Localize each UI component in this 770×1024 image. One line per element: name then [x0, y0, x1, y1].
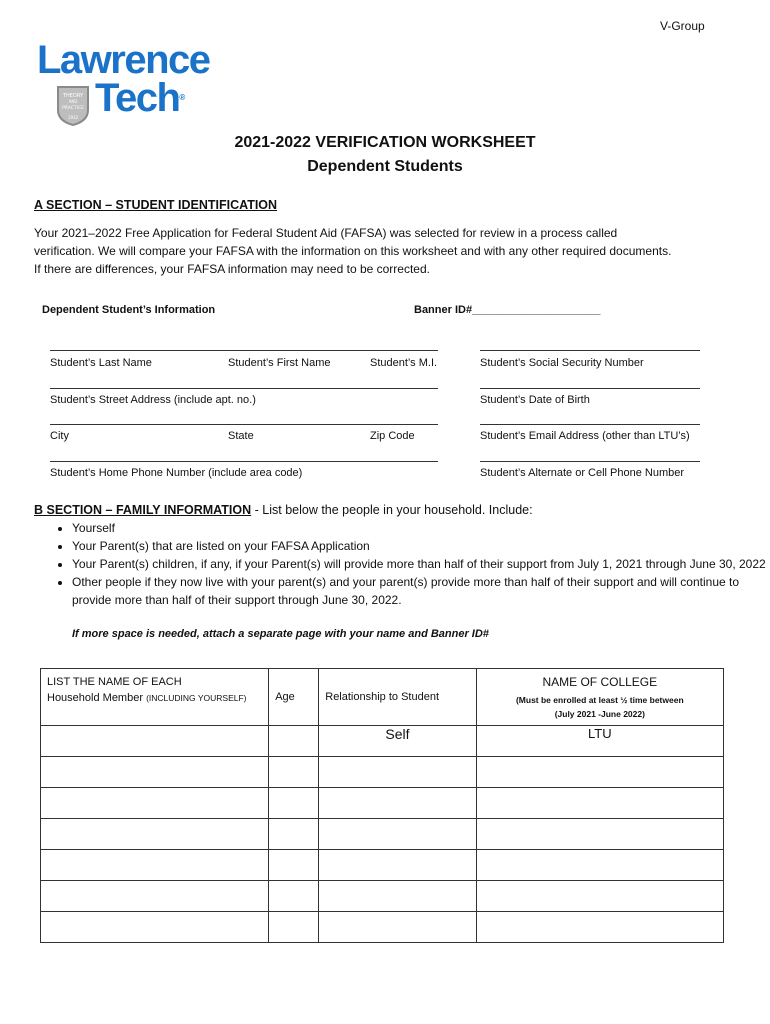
header-col1-small: (INCLUDING YOURSELF) [146, 693, 247, 703]
member-name-cell[interactable] [41, 726, 269, 757]
member-relationship-cell[interactable]: Self [319, 726, 476, 757]
table-row [41, 819, 724, 850]
shield-word-1: THEORY [62, 93, 84, 99]
alt-phone-label: Student’s Alternate or Cell Phone Number [480, 467, 685, 479]
member-name-cell[interactable] [41, 757, 269, 788]
table-row [41, 850, 724, 881]
member-college-cell[interactable] [476, 757, 723, 788]
section-b-heading-line [34, 503, 533, 517]
member-college-cell[interactable] [476, 881, 723, 912]
member-name-cell[interactable] [41, 819, 269, 850]
street-line[interactable] [50, 388, 438, 389]
ssn-line[interactable] [480, 350, 700, 351]
table-row [41, 788, 724, 819]
first-name-label: Student’s First Name [228, 357, 331, 369]
header-col4-sub1: (Must be enrolled at least ½ time between [515, 695, 684, 705]
worksheet-title [0, 131, 770, 179]
member-name-cell[interactable] [41, 912, 269, 943]
header-age: Age [269, 669, 319, 726]
list-item: • Yourself [72, 519, 770, 537]
section-b-heading: B SECTION – FAMILY INFORMATION [34, 503, 252, 517]
household-table [40, 668, 724, 943]
list-item: • Your Parent(s) children, if any, if your Parent(s) will provide more than half of their support from July 1, 2021 through June 30, 2022 [72, 555, 770, 573]
state-label: State [228, 430, 254, 442]
header-col4-sub2: (July 2021 -June 2022) [554, 709, 645, 719]
shield-word-2: AND [68, 99, 78, 104]
member-name-cell[interactable] [41, 788, 269, 819]
member-college-cell[interactable] [476, 912, 723, 943]
household-include-list [34, 519, 770, 609]
header-col1-text: Household Member [47, 692, 147, 704]
member-age-cell[interactable] [269, 726, 319, 757]
shield-icon [55, 84, 91, 128]
member-age-cell[interactable] [269, 819, 319, 850]
header-relationship: Relationship to Student [319, 669, 476, 726]
member-name-cell[interactable] [41, 881, 269, 912]
header-household-member [41, 669, 269, 726]
member-college-cell[interactable] [476, 788, 723, 819]
corner-label: V-Group [660, 19, 705, 33]
mi-label: Student’s M.I. [370, 357, 438, 369]
table-row [41, 726, 724, 757]
header-college [476, 669, 723, 726]
shield-word-3: PRACTICE [62, 106, 84, 111]
name-line[interactable] [50, 350, 438, 351]
member-relationship-cell[interactable] [319, 850, 476, 881]
logo-word-lawrence: Lawrence [37, 38, 210, 82]
member-relationship-cell[interactable] [319, 912, 476, 943]
email-line[interactable] [480, 424, 700, 425]
dob-line[interactable] [480, 388, 700, 389]
ssn-label: Student’s Social Security Number [480, 357, 644, 369]
member-college-cell[interactable] [476, 819, 723, 850]
table-header-row [41, 669, 724, 726]
home-phone-line[interactable] [50, 461, 438, 462]
header-col4-title: NAME OF COLLEGE [542, 675, 658, 689]
title-line-2: Dependent Students [307, 158, 463, 175]
member-relationship-cell[interactable] [319, 819, 476, 850]
extra-space-note: If more space is needed, attach a separate page with your name and Banner ID# [72, 628, 489, 640]
header-col1-line2 [47, 690, 268, 706]
student-info-label: Dependent Student’s Information [42, 304, 216, 316]
section-b-intro: - List below the people in your household. Include: [251, 503, 533, 517]
list-item: • Your Parent(s) that are listed on your FAFSA Application [72, 537, 770, 555]
shield-year: 1932 [67, 115, 79, 120]
dob-label: Student’s Date of Birth [480, 394, 590, 406]
member-college-cell[interactable]: LTU [476, 726, 723, 757]
home-phone-label: Student’s Home Phone Number (include area code) [50, 467, 303, 479]
city-state-zip-line[interactable] [50, 424, 438, 425]
table-row [41, 757, 724, 788]
registered-mark: ® [179, 93, 186, 102]
street-label: Student’s Street Address (include apt. no.) [50, 394, 256, 406]
list-item: • Other people if they now live with your parent(s) and your parent(s) provide more than half of their support and will continue to provide more than half of their support through June 30, 2022. [72, 573, 770, 609]
city-label: City [50, 430, 69, 442]
section-a-paragraph: Your 2021–2022 Free Application for Federal Student Aid (FAFSA) was selected for review in a process called verification. We will compare your FAFSA with the information on this worksheet and with any other required documents. If there are differences, your FAFSA information may need to be corrected. [34, 226, 672, 276]
member-age-cell[interactable] [269, 912, 319, 943]
logo-tech-text: Tech [95, 76, 180, 120]
member-relationship-cell[interactable] [319, 757, 476, 788]
table-row [41, 912, 724, 943]
zip-label: Zip Code [370, 430, 415, 442]
section-a-heading: A SECTION – STUDENT IDENTIFICATION [34, 198, 278, 212]
member-age-cell[interactable] [269, 757, 319, 788]
member-name-cell[interactable] [41, 850, 269, 881]
email-label: Student’s Email Address (other than LTU’s) [480, 430, 690, 442]
alt-phone-line[interactable] [480, 461, 700, 462]
member-relationship-cell[interactable] [319, 788, 476, 819]
member-college-cell[interactable] [476, 850, 723, 881]
title-line-1: 2021-2022 VERIFICATION WORKSHEET [234, 134, 536, 151]
member-age-cell[interactable] [269, 881, 319, 912]
member-age-cell[interactable] [269, 850, 319, 881]
banner-id-field[interactable]: Banner ID#_____________________ [414, 304, 601, 316]
last-name-label: Student’s Last Name [50, 357, 152, 369]
member-age-cell[interactable] [269, 788, 319, 819]
header-col1-line1: LIST THE NAME OF EACH [47, 676, 182, 688]
table-row [41, 881, 724, 912]
logo-word-tech [95, 78, 185, 118]
lawrence-tech-logo [37, 40, 217, 130]
member-relationship-cell[interactable] [319, 881, 476, 912]
